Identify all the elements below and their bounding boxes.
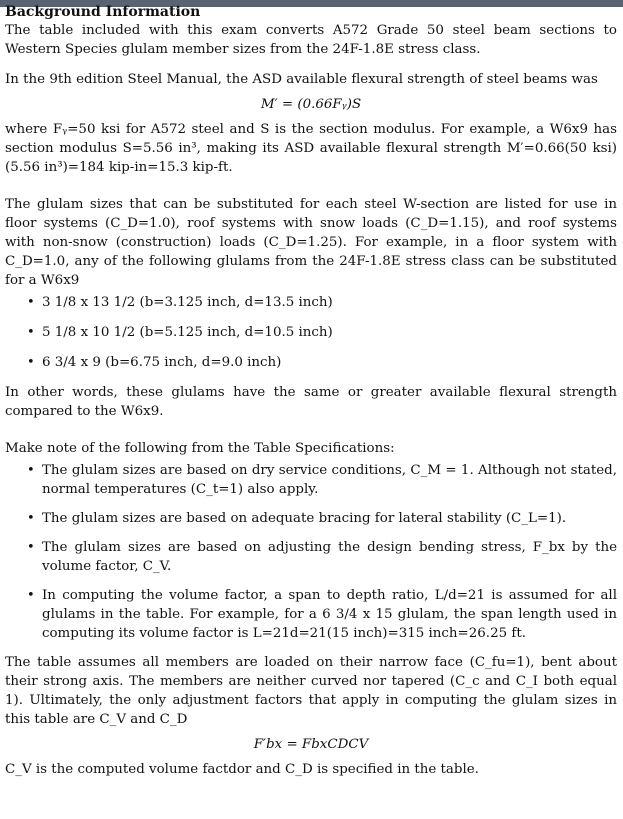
intro-paragraph: The table included with this exam converts A572 Grade 50 steel beam sections to Western Species glulam member sizes from the 24F-1.8E stress class. xyxy=(5,23,617,57)
list-item: • In computing the volume factor, a span to depth ratio, L/d=21 is assumed for all glulams in the table. For example, for a 6 3/4 x 15 glulam, the span length used in computing its volume factor is L=21d=21(15 inch)=315 inch=26.25 ft. xyxy=(27,588,617,641)
list-item: • The glulam sizes are based on dry service conditions, C_M = 1. Although not stated, normal temperatures (C_t=1) also apply. xyxy=(27,463,617,497)
note-intro: Make note of the following from the Table Specifications: xyxy=(5,441,395,456)
narrow-face-paragraph: The table assumes all members are loaded on their narrow face (C_fu=1), bent about their strong axis. The members are neither curved nor tapered (C_c and C_I both equal 1). Ultimately, the only adjustment factors that apply in computing the glulam sizes in this table are C_V and C_D xyxy=(5,655,617,727)
list-item: • 5 1/8 x 10 1/2 (b=5.125 inch, d=10.5 inch) xyxy=(27,325,333,340)
list-item: • 3 1/8 x 13 1/2 (b=3.125 inch, d=13.5 inch) xyxy=(27,295,333,310)
where-paragraph: where Fᵧ=50 ksi for A572 steel and S is the section modulus. For example, a W6x9 has section modulus S=5.56 in³, making its ASD available flexural strength M′=0.66(50 ksi)(5.56 in³)=184 kip-in=15.3 kip-ft. xyxy=(5,122,617,175)
list-item: • 6 3/4 x 9 (b=6.75 inch, d=9.0 inch) xyxy=(27,355,282,370)
other-words-paragraph: In other words, these glulams have the same or greater available flexural strength compared to the W6x9. xyxy=(5,385,617,419)
equation-adjusted-stress: F′bx = FbxCDCV xyxy=(253,737,369,752)
glulam-size-list xyxy=(5,293,617,372)
equation-asd-strength: M′ = (0.66Fᵧ)S xyxy=(260,97,362,112)
glulam-paragraph: The glulam sizes that can be substituted for each steel W-section are listed for use in floor systems (C_D=1.0), roof systems with snow loads (C_D=1.15), and roof systems with non-snow (construction) loads (C_D=1.25). For example, in a floor system with C_D=1.0, any of the following glulams from the 24F-1.8E stress class can be substituted for a W6x9 xyxy=(5,197,617,288)
list-item: • The glulam sizes are based on adjusting the design bending stress, F_bx by the volume factor, C_V. xyxy=(27,540,617,574)
asd-paragraph: In the 9th edition Steel Manual, the ASD available flexural strength of steel beams was xyxy=(5,72,598,87)
spec-list xyxy=(5,461,617,643)
section-heading: Background Information xyxy=(5,4,201,20)
final-paragraph: C_V is the computed volume factdor and C_D is specified in the table. xyxy=(5,762,479,777)
list-item: • The glulam sizes are based on adequate bracing for lateral stability (C_L=1). xyxy=(27,511,567,526)
document-body xyxy=(5,5,617,779)
